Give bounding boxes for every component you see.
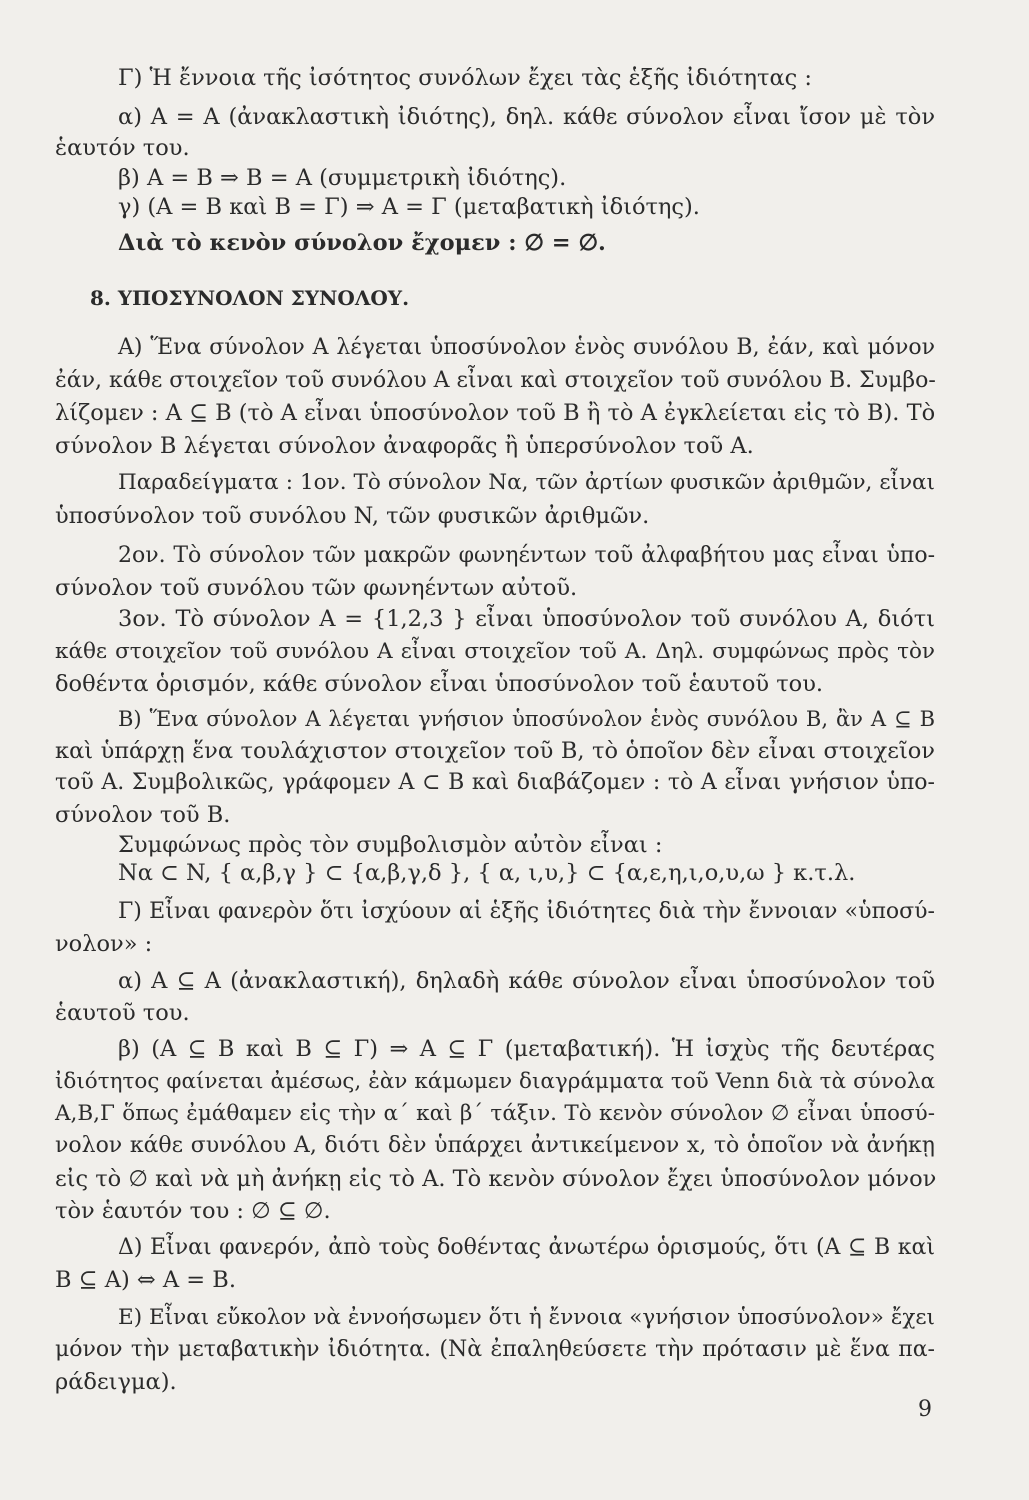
- text-line: ἐάν, κάθε στοιχεῖον τοῦ συνόλου A εἶναι καὶ στοιχεῖον τοῦ συνόλου B. Συμβο-: [55, 368, 936, 393]
- text-line: γ) (A = B καὶ B = Γ) ⇒ A = Γ (μεταβατικὴ ἰδιότης).: [118, 194, 700, 220]
- text-line: κάθε στοιχεῖον τοῦ συνόλου A εἶναι στοιχεῖον τοῦ A. Δηλ. συμφώνως πρὸς τὸν: [55, 639, 935, 664]
- text-line: β) A = B ⇒ B = A (συμμετρικὴ ἰδιότης).: [118, 165, 567, 191]
- text-line: Nα ⊂ N, { α,β,γ } ⊂ {α,β,γ,δ }, { α, ι,υ,} ⊂ {α,ε,η,ι,ο,υ,ω } κ.τ.λ.: [118, 860, 856, 886]
- page-number: 9: [918, 1397, 932, 1422]
- text-line: ἑαυτοῦ του.: [55, 1000, 190, 1026]
- text-line: σύνολον τοῦ B.: [55, 802, 231, 828]
- text-line: Ε) Εἶναι εὔκολον νὰ ἐννοήσωμεν ὅτι ἡ ἔννοια «γνήσιον ὑποσύνολον» ἔχει: [118, 1305, 935, 1330]
- text-line: A,B,Γ ὅπως ἐμάθαμεν εἰς τὴν α΄ καὶ β΄ τάξιν. Τὸ κενὸν σύνολον ∅ εἶναι ὑποσύ-: [55, 1101, 935, 1126]
- text-line: νολον» :: [55, 931, 153, 957]
- text-line: τοῦ A. Συμβολικῶς, γράφομεν A ⊂ B καὶ διαβάζομεν : τὸ A εἶναι γνήσιον ὑπο-: [55, 770, 935, 795]
- text-line: 3ον. Τὸ σύνολον A = {1,2,3 } εἶναι ὑποσύνολον τοῦ συνόλου A, διότι: [118, 606, 935, 632]
- text-line: Δ) Εἶναι φανερόν, ἀπὸ τοὺς δοθέντας ἀνωτέρω ὁρισμούς, ὅτι (A ⊆ B καὶ: [118, 1235, 935, 1260]
- text-line: καὶ ὑπάρχῃ ἕνα τουλάχιστον στοιχεῖον τοῦ B, τὸ ὁποῖον δὲν εἶναι στοιχεῖον: [55, 738, 935, 764]
- text-line: Γ) Ἡ ἔννοια τῆς ἰσότητος συνόλων ἔχει τὰς ἑξῆς ἰδιότητας :: [118, 65, 813, 91]
- text-line: Α) Ἕνα σύνολον A λέγεται ὑποσύνολον ἑνὸς συνόλου B, ἐάν, καὶ μόνον: [118, 335, 935, 360]
- text-line: μόνον τὴν μεταβατικὴν ἰδιότητα. (Νὰ ἐπαληθεύσετε τὴν πρότασιν μὲ ἕνα πα-: [55, 1337, 935, 1362]
- text-line: ὑποσύνολον τοῦ συνόλου N, τῶν φυσικῶν ἀριθμῶν.: [55, 503, 650, 529]
- text-line: ἑαυτόν του.: [55, 135, 190, 161]
- text-line: Συμφώνως πρὸς τὸν συμβολισμὸν αὐτὸν εἶναι :: [118, 832, 663, 858]
- text-line: B ⊆ A) ⇔ A = B.: [55, 1267, 236, 1293]
- text-line: σύνολον B λέγεται σύνολον ἀναφορᾶς ἢ ὑπερσύνολον τοῦ A.: [55, 433, 754, 459]
- text-line: σύνολον τοῦ συνόλου τῶν φωνηέντων αὐτοῦ.: [55, 575, 578, 601]
- text-line: β) (A ⊆ B καὶ B ⊆ Γ) ⇒ A ⊆ Γ (μεταβατική). Ἡ ἰσχὺς τῆς δευτέρας: [118, 1036, 935, 1062]
- text-line: α) A ⊆ A (ἀνακλαστική), δηλαδὴ κάθε σύνολον εἶναι ὑποσύνολον τοῦ: [118, 968, 935, 994]
- text-line: Παραδείγματα : 1ον. Τὸ σύνολον Nα, τῶν ἀρτίων φυσικῶν ἀριθμῶν, εἶναι: [118, 470, 935, 495]
- text-line: τὸν ἑαυτόν του : ∅ ⊆ ∅.: [55, 1198, 331, 1224]
- text-line: Β) Ἕνα σύνολον A λέγεται γνήσιον ὑποσύνολον ἑνὸς συνόλου B, ἂν A ⊆ B: [118, 707, 935, 731]
- text-line: λίζομεν : A ⊆ B (τὸ A εἶναι ὑποσύνολον τοῦ B ἢ τὸ A ἐγκλείεται εἰς τὸ B). Τὸ: [55, 400, 936, 426]
- text-line: ἰδιότητος φαίνεται ἀμέσως, ἐὰν κάμωμεν διαγράμματα τοῦ Venn διὰ τὰ σύνολα: [55, 1069, 935, 1094]
- text-line: ράδειγμα).: [55, 1369, 177, 1395]
- text-line: νολον κάθε συνόλου A, διότι δὲν ὑπάρχει ἀντικείμενον x, τὸ ὁποῖον νὰ ἀνήκῃ: [55, 1133, 935, 1158]
- section-heading: 8. ΥΠΟΣΥΝΟΛΟΝ ΣΥΝΟΛΟΥ.: [90, 286, 410, 310]
- text-line: Γ) Εἶναι φανερὸν ὅτι ἰσχύουν αἱ ἑξῆς ἰδιότητες διὰ τὴν ἔννοιαν «ὑποσύ-: [118, 899, 935, 924]
- text-line: Διὰ τὸ κενὸν σύνολον ἔχομεν : ∅ = ∅.: [118, 230, 606, 256]
- text-line: 2ον. Τὸ σύνολον τῶν μακρῶν φωνηέντων τοῦ ἀλφαβήτου μας εἶναι ὑπο-: [118, 543, 935, 568]
- text-line: α) A = A (ἀνακλαστικὴ ἰδιότης), δηλ. κάθε σύνολον εἶναι ἴσον μὲ τὸν: [118, 104, 935, 130]
- text-line: δοθέντα ὁρισμόν, κάθε σύνολον εἶναι ὑποσύνολον τοῦ ἑαυτοῦ του.: [55, 671, 824, 697]
- text-line: εἰς τὸ ∅ καὶ νὰ μὴ ἀνήκῃ εἰς τὸ A. Τὸ κενὸν σύνολον ἔχει ὑποσύνολον μόνον: [55, 1166, 937, 1192]
